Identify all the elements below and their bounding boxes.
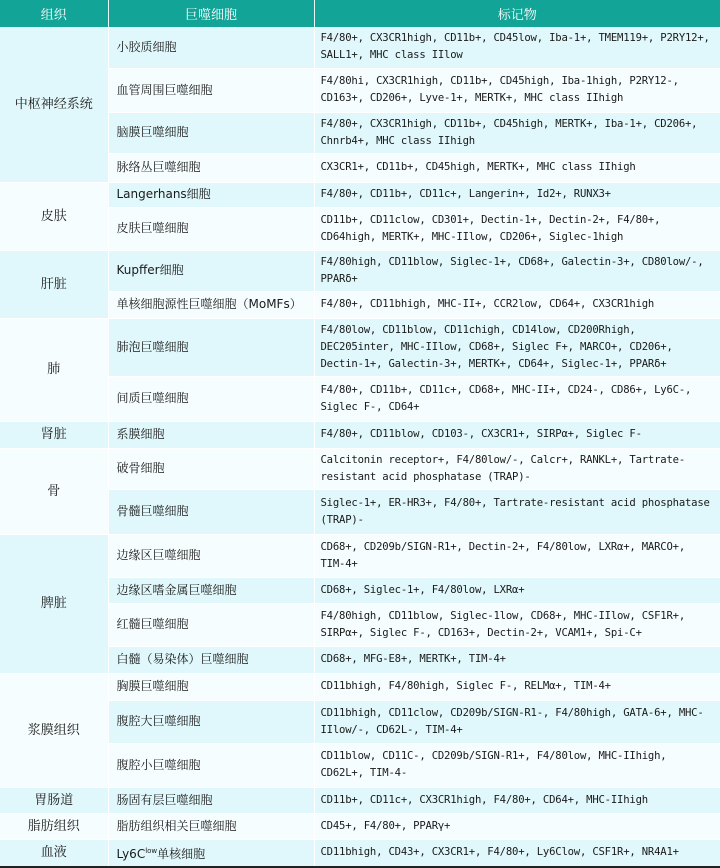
markers-cell: CD11bhigh, F4/80high, Siglec F-, RELMα+, TIM-4+ xyxy=(314,673,720,700)
markers-cell: F4/80high, CD11blow, Siglec-1low, CD68+, MHC-IIlow, CSF1R+, SIRPα+, Siglec F-, CD163+, Dectin-2+, VCAM1+, Spi-C+ xyxy=(314,603,720,646)
table-row xyxy=(0,291,720,318)
table-body xyxy=(0,27,720,867)
tissue-cell: 肝脏 xyxy=(0,250,108,318)
markers-cell: F4/80+, CD11b+, CD11c+, CD68+, MHC-II+, CD24-, CD86+, Ly6C-, Siglec F-, CD64+ xyxy=(314,376,720,421)
macrophage-cell xyxy=(108,839,314,867)
header-markers: 标记物 xyxy=(314,0,720,27)
macrophage-cell: 腹腔大巨噬细胞 xyxy=(108,700,314,743)
tissue-cell: 脾脏 xyxy=(0,534,108,673)
table-row xyxy=(0,700,720,743)
macrophage-cell: 破骨细胞 xyxy=(108,448,314,489)
tissue-cell: 肺 xyxy=(0,318,108,421)
header-macrophage: 巨噬细胞 xyxy=(108,0,314,27)
markers-cell: CD11b+, CD11clow, CD301+, Dectin-1+, Dectin-2+, F4/80+, CD64high, MERTK+, MHC-IIlow, CD206+, Siglec-1high xyxy=(314,207,720,250)
table-row xyxy=(0,577,720,603)
macrophage-cell: 胸膜巨噬细胞 xyxy=(108,673,314,700)
markers-cell: F4/80+, CX3CR1high, CD11b+, CD45low, Iba-1+, TMEM119+, P2RY12+, SALL1+, MHC class IIlow xyxy=(314,27,720,68)
macrophage-cell: 红髓巨噬细胞 xyxy=(108,603,314,646)
macrophage-cell: 腹腔小巨噬细胞 xyxy=(108,743,314,787)
markers-cell: F4/80hi, CX3CR1high, CD11b+, CD45high, Iba-1high, P2RY12-, CD163+, CD206+, Lyve-1+, MERTK+, MHC class IIhigh xyxy=(314,68,720,112)
markers-cell: CD68+, CD209b/SIGN-R1+, Dectin-2+, F4/80low, LXRα+, MARCO+, TIM-4+ xyxy=(314,534,720,577)
tissue-cell: 骨 xyxy=(0,448,108,534)
markers-cell: F4/80+, CX3CR1high, CD11b+, CD45high, MERTK+, Iba-1+, CD206+, Chnrb4+, MHC class IIhigh xyxy=(314,112,720,153)
macrophage-cell: 边缘区嗜金属巨噬细胞 xyxy=(108,577,314,603)
macrophage-cell: 间质巨噬细胞 xyxy=(108,376,314,421)
header-tissue: 组织 xyxy=(0,0,108,27)
markers-cell: CD68+, Siglec-1+, F4/80low, LXRα+ xyxy=(314,577,720,603)
markers-cell: CD68+, MFG-E8+, MERTK+, TIM-4+ xyxy=(314,646,720,673)
markers-cell: Calcitonin receptor+, F4/80low/-, Calcr+, RANKL+, Tartrate-resistant acid phosphatase (TRAP)- xyxy=(314,448,720,489)
markers-cell: F4/80+, CD11b+, CD11c+, Langerin+, Id2+, RUNX3+ xyxy=(314,182,720,207)
table-row xyxy=(0,182,720,207)
tissue-cell: 血液 xyxy=(0,839,108,867)
table-row xyxy=(0,27,720,68)
table-row xyxy=(0,421,720,448)
table-row xyxy=(0,112,720,153)
tissue-cell: 脂肪组织 xyxy=(0,813,108,839)
table-row xyxy=(0,673,720,700)
cell-name-prefix: Ly6C xyxy=(116,846,146,861)
table-row xyxy=(0,318,720,376)
macrophage-cell: 脉络丛巨噬细胞 xyxy=(108,153,314,182)
markers-cell: CD11blow, CD11C-, CD209b/SIGN-R1+, F4/80low, MHC-IIhigh, CD62L+, TIM-4- xyxy=(314,743,720,787)
tissue-cell: 中枢神经系统 xyxy=(0,27,108,182)
markers-cell: Siglec-1+, ER-HR3+, F4/80+, Tartrate-resistant acid phosphatase (TRAP)- xyxy=(314,489,720,534)
table-row xyxy=(0,839,720,867)
macrophage-cell: 肺泡巨噬细胞 xyxy=(108,318,314,376)
markers-cell: F4/80low, CD11blow, CD11chigh, CD14low, CD200Rhigh, DEC205inter, MHC-IIlow, CD68+, Siglec F+, MARCO+, CD206+, Dectin-1+, Galectin-3+, MERTK+, CD64+, Siglec-1+, PPARδ+ xyxy=(314,318,720,376)
table-row xyxy=(0,489,720,534)
table-row xyxy=(0,787,720,813)
macrophage-cell: Kupffer细胞 xyxy=(108,250,314,291)
markers-cell: F4/80high, CD11blow, Siglec-1+, CD68+, Galectin-3+, CD80low/-, PPARδ+ xyxy=(314,250,720,291)
table-row xyxy=(0,603,720,646)
markers-cell: CX3CR1+, CD11b+, CD45high, MERTK+, MHC class IIhigh xyxy=(314,153,720,182)
cell-name-suffix: 单核细胞 xyxy=(157,846,206,861)
markers-cell: F4/80+, CD11blow, CD103-, CX3CR1+, SIRPα+, Siglec F- xyxy=(314,421,720,448)
table-row xyxy=(0,250,720,291)
tissue-cell: 皮肤 xyxy=(0,182,108,250)
macrophage-cell: 血管周围巨噬细胞 xyxy=(108,68,314,112)
table-row xyxy=(0,743,720,787)
table-row xyxy=(0,153,720,182)
table-row xyxy=(0,68,720,112)
macrophage-cell: 肠固有层巨噬细胞 xyxy=(108,787,314,813)
markers-cell: CD45+, F4/80+, PPARγ+ xyxy=(314,813,720,839)
markers-cell: CD11bhigh, CD43+, CX3CR1+, F4/80+, Ly6Clow, CSF1R+, NR4A1+ xyxy=(314,839,720,867)
table-row xyxy=(0,534,720,577)
macrophage-cell: 白髓（易染体）巨噬细胞 xyxy=(108,646,314,673)
tissue-cell: 肾脏 xyxy=(0,421,108,448)
macrophage-cell: Langerhans细胞 xyxy=(108,182,314,207)
macrophage-cell: 单核细胞源性巨噬细胞（MoMFs） xyxy=(108,291,314,318)
table-row xyxy=(0,646,720,673)
table-row xyxy=(0,813,720,839)
table-row xyxy=(0,376,720,421)
cell-name-superscript: low xyxy=(145,846,158,855)
table-row xyxy=(0,448,720,489)
macrophage-cell: 骨髓巨噬细胞 xyxy=(108,489,314,534)
table-row xyxy=(0,207,720,250)
macrophage-cell: 皮肤巨噬细胞 xyxy=(108,207,314,250)
tissue-cell: 浆膜组织 xyxy=(0,673,108,787)
macrophage-cell: 系膜细胞 xyxy=(108,421,314,448)
markers-cell: F4/80+, CD11bhigh, MHC-II+, CCR2low, CD64+, CX3CR1high xyxy=(314,291,720,318)
macrophage-cell: 边缘区巨噬细胞 xyxy=(108,534,314,577)
tissue-cell: 胃肠道 xyxy=(0,787,108,813)
table-header-row xyxy=(0,0,720,27)
markers-cell: CD11b+, CD11c+, CX3CR1high, F4/80+, CD64+, MHC-IIhigh xyxy=(314,787,720,813)
macrophage-cell: 小胶质细胞 xyxy=(108,27,314,68)
macrophage-cell: 脑膜巨噬细胞 xyxy=(108,112,314,153)
macrophage-cell: 脂肪组织相关巨噬细胞 xyxy=(108,813,314,839)
markers-cell: CD11bhigh, CD11clow, CD209b/SIGN-R1-, F4/80high, GATA-6+, MHC-IIlow/-, CD62L-, TIM-4+ xyxy=(314,700,720,743)
